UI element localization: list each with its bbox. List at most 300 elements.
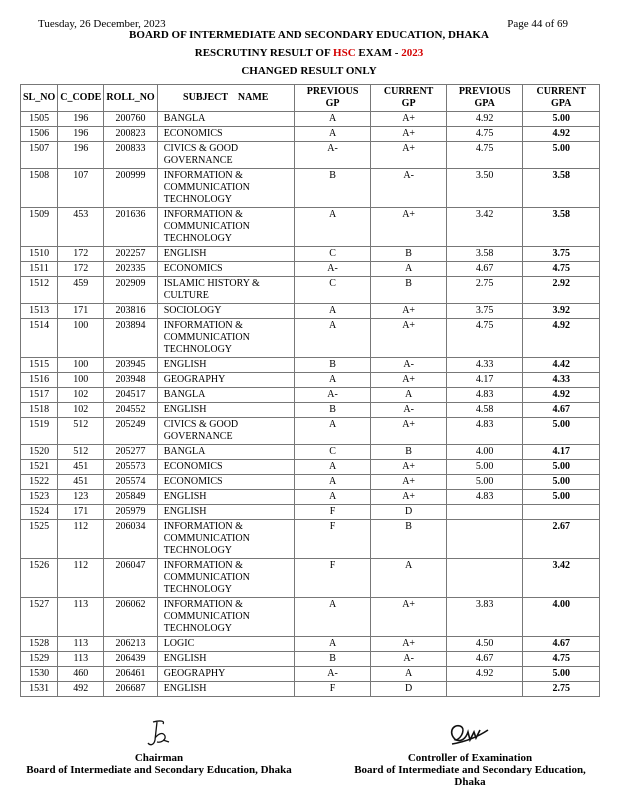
cell-subject bbox=[157, 112, 294, 127]
cell-subject bbox=[157, 559, 294, 598]
controller-title: Controller of Examination bbox=[407, 752, 533, 764]
cell-subject bbox=[157, 142, 294, 169]
table-row bbox=[21, 262, 600, 277]
cell-roll-no: 202909 bbox=[104, 277, 157, 304]
cell-previous-gp: F bbox=[294, 505, 371, 520]
cell-subject bbox=[157, 388, 294, 403]
subject-line: ENGLISH bbox=[163, 404, 207, 415]
cell-sl-no: 1523 bbox=[21, 490, 58, 505]
exam-year: 2023 bbox=[401, 47, 424, 59]
cell-subject bbox=[157, 445, 294, 460]
cell-current-gpa: 5.00 bbox=[523, 418, 600, 445]
cell-subject bbox=[157, 403, 294, 418]
cell-previous-gpa: 4.50 bbox=[446, 637, 523, 652]
cell-roll-no: 205573 bbox=[104, 460, 157, 475]
cell-current-gpa: 5.00 bbox=[523, 475, 600, 490]
cell-previous-gpa: 4.75 bbox=[446, 127, 523, 142]
cell-current-gpa: 4.33 bbox=[523, 373, 600, 388]
cell-previous-gp: A bbox=[294, 475, 371, 490]
cell-current-gp: A+ bbox=[371, 373, 447, 388]
cell-previous-gp: F bbox=[294, 559, 371, 598]
cell-c-code: 113 bbox=[58, 637, 104, 652]
subject-line: CULTURE bbox=[163, 290, 209, 301]
result-title bbox=[0, 47, 618, 59]
cell-previous-gp: B bbox=[294, 358, 371, 373]
subject-line: INFORMATION & bbox=[163, 170, 243, 181]
cell-previous-gp: A- bbox=[294, 388, 371, 403]
cell-previous-gpa: 3.42 bbox=[446, 208, 523, 247]
result-prefix: RESCRUTINY RESULT OF bbox=[194, 47, 334, 59]
subject-line: ECONOMICS bbox=[163, 461, 223, 472]
cell-sl-no: 1526 bbox=[21, 559, 58, 598]
cell-current-gp: A+ bbox=[371, 598, 447, 637]
table-row bbox=[21, 319, 600, 358]
chairman-signature-block bbox=[22, 718, 296, 776]
cell-roll-no: 206047 bbox=[104, 559, 157, 598]
cell-previous-gp: B bbox=[294, 652, 371, 667]
subject-line: TECHNOLOGY bbox=[163, 344, 233, 355]
cell-current-gpa: 2.92 bbox=[523, 277, 600, 304]
cell-subject bbox=[157, 208, 294, 247]
cell-subject bbox=[157, 247, 294, 262]
subject-line: CIVICS & GOOD bbox=[163, 143, 239, 154]
col-current-gpa: CURRENT GPA bbox=[523, 85, 600, 112]
cell-previous-gp: B bbox=[294, 403, 371, 418]
cell-previous-gpa: 4.83 bbox=[446, 418, 523, 445]
subject-line: SOCIOLOGY bbox=[163, 305, 222, 316]
cell-previous-gp: A bbox=[294, 112, 371, 127]
cell-c-code: 100 bbox=[58, 319, 104, 358]
table-row bbox=[21, 142, 600, 169]
print-date: Tuesday, 26 December, 2023 bbox=[38, 18, 166, 30]
table-row bbox=[21, 358, 600, 373]
table-row bbox=[21, 388, 600, 403]
cell-subject bbox=[157, 169, 294, 208]
subject-line: BANGLA bbox=[163, 446, 206, 457]
cell-current-gpa: 4.17 bbox=[523, 445, 600, 460]
cell-sl-no: 1525 bbox=[21, 520, 58, 559]
cell-roll-no: 205277 bbox=[104, 445, 157, 460]
table-row bbox=[21, 598, 600, 637]
cell-sl-no: 1531 bbox=[21, 682, 58, 697]
cell-sl-no: 1514 bbox=[21, 319, 58, 358]
cell-previous-gp: A bbox=[294, 598, 371, 637]
cell-subject bbox=[157, 652, 294, 667]
cell-sl-no: 1529 bbox=[21, 652, 58, 667]
cell-current-gp: A+ bbox=[371, 319, 447, 358]
cell-current-gpa: 4.75 bbox=[523, 262, 600, 277]
col-previous-gpa: PREVIOUS GPA bbox=[446, 85, 523, 112]
cell-current-gp: A+ bbox=[371, 418, 447, 445]
table-row bbox=[21, 169, 600, 208]
cell-sl-no: 1528 bbox=[21, 637, 58, 652]
cell-roll-no: 201636 bbox=[104, 208, 157, 247]
cell-roll-no: 206062 bbox=[104, 598, 157, 637]
cell-c-code: 113 bbox=[58, 652, 104, 667]
cell-previous-gp: A bbox=[294, 418, 371, 445]
cell-roll-no: 206034 bbox=[104, 520, 157, 559]
cell-previous-gpa: 3.50 bbox=[446, 169, 523, 208]
cell-subject bbox=[157, 358, 294, 373]
cell-previous-gp: A- bbox=[294, 142, 371, 169]
cell-previous-gpa: 4.92 bbox=[446, 667, 523, 682]
cell-subject bbox=[157, 277, 294, 304]
cell-sl-no: 1519 bbox=[21, 418, 58, 445]
cell-c-code: 171 bbox=[58, 304, 104, 319]
col-previous-gp: PREVIOUS GP bbox=[294, 85, 371, 112]
subject-line: ENGLISH bbox=[163, 653, 207, 664]
cell-sl-no: 1530 bbox=[21, 667, 58, 682]
table-row bbox=[21, 667, 600, 682]
cell-previous-gpa: 4.00 bbox=[446, 445, 523, 460]
cell-current-gpa: 5.00 bbox=[523, 112, 600, 127]
subject-line: ENGLISH bbox=[163, 359, 207, 370]
cell-current-gpa bbox=[523, 505, 600, 520]
cell-previous-gpa: 4.67 bbox=[446, 262, 523, 277]
cell-subject bbox=[157, 262, 294, 277]
controller-signature-icon bbox=[442, 718, 498, 750]
page-number: Page 44 of 69 bbox=[507, 18, 568, 30]
cell-roll-no: 205849 bbox=[104, 490, 157, 505]
table-row bbox=[21, 520, 600, 559]
cell-c-code: 107 bbox=[58, 169, 104, 208]
cell-roll-no: 206687 bbox=[104, 682, 157, 697]
cell-c-code: 512 bbox=[58, 445, 104, 460]
cell-previous-gp: A bbox=[294, 319, 371, 358]
cell-sl-no: 1507 bbox=[21, 142, 58, 169]
cell-previous-gp: C bbox=[294, 247, 371, 262]
cell-subject bbox=[157, 667, 294, 682]
table-row bbox=[21, 475, 600, 490]
cell-previous-gpa: 4.33 bbox=[446, 358, 523, 373]
col-c-code: C_CODE bbox=[58, 85, 104, 112]
cell-roll-no: 204552 bbox=[104, 403, 157, 418]
cell-c-code: 196 bbox=[58, 127, 104, 142]
cell-current-gp: A+ bbox=[371, 127, 447, 142]
cell-previous-gp: A bbox=[294, 490, 371, 505]
cell-current-gpa: 3.92 bbox=[523, 304, 600, 319]
cell-roll-no: 203945 bbox=[104, 358, 157, 373]
table-row bbox=[21, 208, 600, 247]
cell-sl-no: 1505 bbox=[21, 112, 58, 127]
cell-subject bbox=[157, 520, 294, 559]
cell-current-gpa: 4.00 bbox=[523, 598, 600, 637]
cell-roll-no: 205249 bbox=[104, 418, 157, 445]
cell-previous-gp: A bbox=[294, 127, 371, 142]
cell-current-gp: B bbox=[371, 520, 447, 559]
col-current-gp: CURRENT GP bbox=[371, 85, 447, 112]
subject-line: ISLAMIC HISTORY & bbox=[163, 278, 260, 289]
cell-previous-gpa: 4.67 bbox=[446, 652, 523, 667]
cell-subject bbox=[157, 460, 294, 475]
cell-sl-no: 1522 bbox=[21, 475, 58, 490]
cell-c-code: 112 bbox=[58, 520, 104, 559]
subject-line: BANGLA bbox=[163, 389, 206, 400]
table-row bbox=[21, 403, 600, 418]
cell-sl-no: 1521 bbox=[21, 460, 58, 475]
table-row bbox=[21, 637, 600, 652]
cell-sl-no: 1515 bbox=[21, 358, 58, 373]
cell-subject bbox=[157, 319, 294, 358]
cell-current-gpa: 4.67 bbox=[523, 403, 600, 418]
cell-previous-gpa: 4.92 bbox=[446, 112, 523, 127]
cell-roll-no: 203894 bbox=[104, 319, 157, 358]
cell-current-gpa: 4.92 bbox=[523, 388, 600, 403]
cell-subject bbox=[157, 490, 294, 505]
subject-line: COMMUNICATION bbox=[163, 611, 250, 622]
subject-line: GEOGRAPHY bbox=[163, 668, 226, 679]
cell-current-gpa: 2.75 bbox=[523, 682, 600, 697]
cell-roll-no: 205979 bbox=[104, 505, 157, 520]
cell-current-gpa: 5.00 bbox=[523, 460, 600, 475]
cell-current-gp: B bbox=[371, 277, 447, 304]
table-row bbox=[21, 418, 600, 445]
cell-sl-no: 1518 bbox=[21, 403, 58, 418]
cell-current-gpa: 5.00 bbox=[523, 667, 600, 682]
cell-current-gp: A+ bbox=[371, 112, 447, 127]
result-subtitle: CHANGED RESULT ONLY bbox=[241, 65, 377, 77]
controller-signature-block bbox=[340, 718, 600, 788]
subject-line: ECONOMICS bbox=[163, 263, 223, 274]
col-roll-no: ROLL_NO bbox=[104, 85, 157, 112]
subject-line: ENGLISH bbox=[163, 683, 207, 694]
subject-line: ENGLISH bbox=[163, 491, 207, 502]
subject-line: GOVERNANCE bbox=[163, 431, 233, 442]
cell-previous-gpa bbox=[446, 559, 523, 598]
cell-sl-no: 1524 bbox=[21, 505, 58, 520]
col-subject-name: SUBJECT NAME bbox=[157, 85, 294, 112]
col-sl-no: SL_NO bbox=[21, 85, 58, 112]
cell-previous-gpa: 4.75 bbox=[446, 142, 523, 169]
subject-line: TECHNOLOGY bbox=[163, 623, 233, 634]
cell-subject bbox=[157, 373, 294, 388]
table-row bbox=[21, 277, 600, 304]
cell-sl-no: 1506 bbox=[21, 127, 58, 142]
cell-current-gpa: 3.75 bbox=[523, 247, 600, 262]
cell-previous-gp: B bbox=[294, 169, 371, 208]
cell-roll-no: 203816 bbox=[104, 304, 157, 319]
cell-roll-no: 200823 bbox=[104, 127, 157, 142]
cell-current-gpa: 5.00 bbox=[523, 490, 600, 505]
cell-current-gp: A- bbox=[371, 358, 447, 373]
cell-c-code: 460 bbox=[58, 667, 104, 682]
table-row bbox=[21, 112, 600, 127]
controller-org: Board of Intermediate and Secondary Education, Dhaka bbox=[354, 764, 586, 788]
cell-current-gp: A+ bbox=[371, 490, 447, 505]
cell-previous-gp: C bbox=[294, 445, 371, 460]
cell-subject bbox=[157, 505, 294, 520]
cell-current-gpa: 4.67 bbox=[523, 637, 600, 652]
table-row bbox=[21, 445, 600, 460]
cell-c-code: 102 bbox=[58, 388, 104, 403]
cell-previous-gp: F bbox=[294, 520, 371, 559]
table-row bbox=[21, 505, 600, 520]
subject-line: TECHNOLOGY bbox=[163, 233, 233, 244]
subject-line: ENGLISH bbox=[163, 248, 207, 259]
cell-c-code: 100 bbox=[58, 373, 104, 388]
cell-c-code: 171 bbox=[58, 505, 104, 520]
subject-line: INFORMATION & bbox=[163, 599, 243, 610]
table-row bbox=[21, 682, 600, 697]
cell-subject bbox=[157, 598, 294, 637]
cell-current-gp: A+ bbox=[371, 142, 447, 169]
subject-line: BANGLA bbox=[163, 113, 206, 124]
cell-current-gpa: 4.92 bbox=[523, 127, 600, 142]
cell-sl-no: 1510 bbox=[21, 247, 58, 262]
cell-sl-no: 1517 bbox=[21, 388, 58, 403]
cell-subject bbox=[157, 637, 294, 652]
cell-current-gpa: 3.58 bbox=[523, 208, 600, 247]
cell-current-gpa: 3.58 bbox=[523, 169, 600, 208]
subject-line: TECHNOLOGY bbox=[163, 584, 233, 595]
cell-roll-no: 204517 bbox=[104, 388, 157, 403]
subject-line: TECHNOLOGY bbox=[163, 194, 233, 205]
cell-previous-gpa: 4.75 bbox=[446, 319, 523, 358]
cell-sl-no: 1527 bbox=[21, 598, 58, 637]
cell-sl-no: 1512 bbox=[21, 277, 58, 304]
table-row bbox=[21, 460, 600, 475]
cell-current-gp: A+ bbox=[371, 208, 447, 247]
cell-previous-gpa: 4.58 bbox=[446, 403, 523, 418]
cell-roll-no: 200833 bbox=[104, 142, 157, 169]
cell-subject bbox=[157, 304, 294, 319]
subject-line: COMMUNICATION bbox=[163, 182, 250, 193]
cell-roll-no: 206213 bbox=[104, 637, 157, 652]
cell-current-gpa: 2.67 bbox=[523, 520, 600, 559]
cell-current-gp: A bbox=[371, 262, 447, 277]
table-row bbox=[21, 304, 600, 319]
cell-roll-no: 206461 bbox=[104, 667, 157, 682]
cell-current-gp: A- bbox=[371, 403, 447, 418]
table-row bbox=[21, 247, 600, 262]
cell-previous-gp: F bbox=[294, 682, 371, 697]
table-row bbox=[21, 559, 600, 598]
cell-current-gp: A+ bbox=[371, 460, 447, 475]
cell-subject bbox=[157, 418, 294, 445]
cell-c-code: 451 bbox=[58, 460, 104, 475]
subject-line: ECONOMICS bbox=[163, 128, 223, 139]
board-title: BOARD OF INTERMEDIATE AND SECONDARY EDUCATION, DHAKA bbox=[129, 29, 489, 41]
cell-c-code: 492 bbox=[58, 682, 104, 697]
cell-roll-no: 205574 bbox=[104, 475, 157, 490]
cell-c-code: 112 bbox=[58, 559, 104, 598]
cell-c-code: 453 bbox=[58, 208, 104, 247]
cell-previous-gpa: 3.83 bbox=[446, 598, 523, 637]
subject-line: COMMUNICATION bbox=[163, 332, 250, 343]
subject-line: INFORMATION & bbox=[163, 320, 243, 331]
cell-c-code: 113 bbox=[58, 598, 104, 637]
cell-previous-gpa: 4.17 bbox=[446, 373, 523, 388]
cell-roll-no: 206439 bbox=[104, 652, 157, 667]
cell-previous-gpa: 4.83 bbox=[446, 388, 523, 403]
cell-c-code: 451 bbox=[58, 475, 104, 490]
exam-word: EXAM - bbox=[355, 47, 402, 59]
cell-roll-no: 200760 bbox=[104, 112, 157, 127]
cell-current-gp: A- bbox=[371, 169, 447, 208]
subject-line: COMMUNICATION bbox=[163, 572, 250, 583]
table-row bbox=[21, 652, 600, 667]
table-row bbox=[21, 373, 600, 388]
cell-roll-no: 202335 bbox=[104, 262, 157, 277]
cell-previous-gp: A bbox=[294, 460, 371, 475]
table-header-row bbox=[21, 85, 600, 112]
subject-line: GEOGRAPHY bbox=[163, 374, 226, 385]
cell-previous-gp: A bbox=[294, 208, 371, 247]
subject-line: COMMUNICATION bbox=[163, 533, 250, 544]
table-row bbox=[21, 127, 600, 142]
cell-current-gpa: 4.42 bbox=[523, 358, 600, 373]
cell-current-gp: D bbox=[371, 505, 447, 520]
cell-sl-no: 1516 bbox=[21, 373, 58, 388]
cell-subject bbox=[157, 127, 294, 142]
cell-previous-gpa: 5.00 bbox=[446, 460, 523, 475]
cell-previous-gp: A- bbox=[294, 667, 371, 682]
cell-previous-gp: A bbox=[294, 637, 371, 652]
cell-current-gp: A+ bbox=[371, 304, 447, 319]
chairman-signature-icon bbox=[139, 718, 179, 750]
subject-line: CIVICS & GOOD bbox=[163, 419, 239, 430]
cell-current-gp: A bbox=[371, 388, 447, 403]
cell-previous-gpa bbox=[446, 505, 523, 520]
cell-current-gp: D bbox=[371, 682, 447, 697]
subject-line: INFORMATION & bbox=[163, 560, 243, 571]
cell-c-code: 123 bbox=[58, 490, 104, 505]
subject-line: INFORMATION & bbox=[163, 209, 243, 220]
subject-line: GOVERNANCE bbox=[163, 155, 233, 166]
cell-c-code: 102 bbox=[58, 403, 104, 418]
cell-previous-gpa: 5.00 bbox=[446, 475, 523, 490]
cell-current-gpa: 4.75 bbox=[523, 652, 600, 667]
cell-sl-no: 1508 bbox=[21, 169, 58, 208]
cell-previous-gpa bbox=[446, 682, 523, 697]
cell-current-gpa: 4.92 bbox=[523, 319, 600, 358]
cell-c-code: 172 bbox=[58, 247, 104, 262]
cell-previous-gpa: 3.75 bbox=[446, 304, 523, 319]
cell-sl-no: 1509 bbox=[21, 208, 58, 247]
cell-current-gp: B bbox=[371, 247, 447, 262]
cell-roll-no: 202257 bbox=[104, 247, 157, 262]
cell-sl-no: 1513 bbox=[21, 304, 58, 319]
cell-roll-no: 203948 bbox=[104, 373, 157, 388]
cell-current-gp: A+ bbox=[371, 475, 447, 490]
table-row bbox=[21, 490, 600, 505]
results-body bbox=[21, 112, 600, 697]
subject-line: INFORMATION & bbox=[163, 521, 243, 532]
subject-line: TECHNOLOGY bbox=[163, 545, 233, 556]
subject-line: ECONOMICS bbox=[163, 476, 223, 487]
cell-c-code: 512 bbox=[58, 418, 104, 445]
cell-c-code: 196 bbox=[58, 112, 104, 127]
cell-previous-gp: A bbox=[294, 373, 371, 388]
cell-current-gpa: 5.00 bbox=[523, 142, 600, 169]
subject-line: COMMUNICATION bbox=[163, 221, 250, 232]
exam-name: HSC bbox=[333, 47, 356, 59]
cell-sl-no: 1520 bbox=[21, 445, 58, 460]
cell-c-code: 196 bbox=[58, 142, 104, 169]
results-table bbox=[20, 84, 600, 697]
cell-previous-gp: A- bbox=[294, 262, 371, 277]
cell-previous-gp: A bbox=[294, 304, 371, 319]
cell-current-gp: B bbox=[371, 445, 447, 460]
cell-previous-gp: C bbox=[294, 277, 371, 304]
cell-previous-gpa: 4.83 bbox=[446, 490, 523, 505]
cell-subject bbox=[157, 475, 294, 490]
cell-c-code: 100 bbox=[58, 358, 104, 373]
cell-subject bbox=[157, 682, 294, 697]
cell-previous-gpa bbox=[446, 520, 523, 559]
cell-current-gp: A bbox=[371, 667, 447, 682]
cell-roll-no: 200999 bbox=[104, 169, 157, 208]
